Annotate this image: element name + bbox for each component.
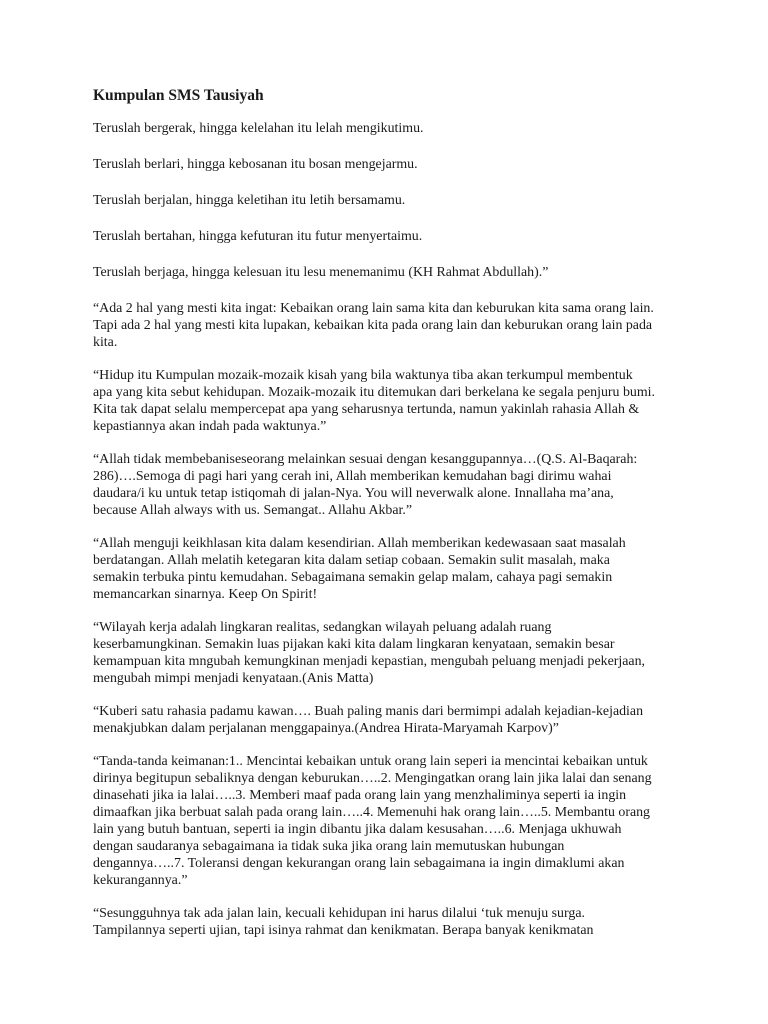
paragraph: Teruslah berjalan, hingga keletihan itu letih bersamamu. xyxy=(93,193,406,208)
paragraph: Teruslah berjaga, hingga kelesuan itu lesu menemanimu (KH Rahmat Abdullah).” xyxy=(93,265,549,280)
document-title: Kumpulan SMS Tausiyah xyxy=(93,87,264,104)
paragraph: “Allah tidak membebaniseseorang melainkan sesuai dengan kesanggupannya…(Q.S. Al-Baqarah: 286)….Semoga di pagi hari yang cerah ini, Allah memberikan kemudahan bagi dirimu wahai daudara/i ku untuk tetap istiqomah di jalan-Nya. You will neverwalk alone. Innallaha ma’ana, because Allah always with us. Semangat.. Allahu Akbar.” xyxy=(93,452,638,518)
paragraph: “Wilayah kerja adalah lingkaran realitas, sedangkan wilayah peluang adalah ruang keserbamungkinan. Semakin luas pijakan kaki kita dalam lingkaran kenyataan, semakin besar kemampuan kita mngubah kemungkinan menjadi kepastian, mengubah peluang menjadi pekerjaan, mengubah mimpi menjadi kenyataan.(Anis Matta) xyxy=(93,620,645,686)
paragraph: Teruslah bertahan, hingga kefuturan itu futur menyertaimu. xyxy=(93,229,423,244)
paragraph: “Kuberi satu rahasia padamu kawan…. Buah paling manis dari bermimpi adalah kejadian-kejadian menakjubkan dalam perjalanan menggapainya.(Andrea Hirata-Maryamah Karpov)” xyxy=(93,704,644,736)
paragraph: “Hidup itu Kumpulan mozaik-mozaik kisah yang bila waktunya tiba akan terkumpul membentuk apa yang kita sebut kehidupan. Mozaik-mozaik itu ditemukan dari berkelana ke segala penjuru bumi. Kita tak dapat selalu mempercepat apa yang seharusnya tertunda, namun yakinlah rahasia Allah & kepastiannya akan indah pada waktunya.” xyxy=(93,368,656,434)
paragraph: Teruslah berlari, hingga kebosanan itu bosan mengejarmu. xyxy=(93,157,418,172)
paragraph: “Sesungguhnya tak ada jalan lain, kecuali kehidupan ini harus dilalui ‘tuk menuju surga. Tampilannya seperti ujian, tapi isinya rahmat dan kenikmatan. Berapa banyak kenikmatan xyxy=(93,906,594,938)
paragraph: “Tanda-tanda keimanan:1.. Mencintai kebaikan untuk orang lain seperi ia mencintai kebaikan untuk dirinya begitupun sebaliknya dengan keburukan…..2. Mengingatkan orang lain jika lalai dan senang dinasehati jika ia lalai…..3. Memberi maaf pada orang lain yang menzhaliminya seperti ia ingin dimaafkan jika berbuat salah pada orang lain…..4. Memenuhi hak orang lain…..5. Membantu orang lain yang butuh bantuan, seperti ia ingin dibantu jika dalam kesusahan…..6. Menjaga ukhuwah dengan saudaranya sebagaimana ia tidak suka jika orang lain memutuskan hubungan dengannya…..7. Toleransi dengan kekurangan orang lain sebagaimana ia ingin dimaklumi akan kekurangannya.” xyxy=(93,754,652,888)
paragraph: Teruslah bergerak, hingga kelelahan itu lelah mengikutimu. xyxy=(93,121,424,136)
document-page xyxy=(93,86,655,939)
paragraph: “Allah menguji keikhlasan kita dalam kesendirian. Allah memberikan kedewasaan saat masalah berdatangan. Allah melatih ketegaran kita dalam setiap cobaan. Semakin sulit masalah, maka semakin terbuka pintu kemudahan. Sebagaimana semakin gelap malam, cahaya pagi semakin memancarkan sinarnya. Keep On Spirit! xyxy=(93,536,626,602)
paragraph: “Ada 2 hal yang mesti kita ingat: Kebaikan orang lain sama kita dan keburukan kita sama orang lain. Tapi ada 2 hal yang mesti kita lupakan, kebaikan kita pada orang lain dan keburukan orang lain pada kita. xyxy=(93,301,654,350)
